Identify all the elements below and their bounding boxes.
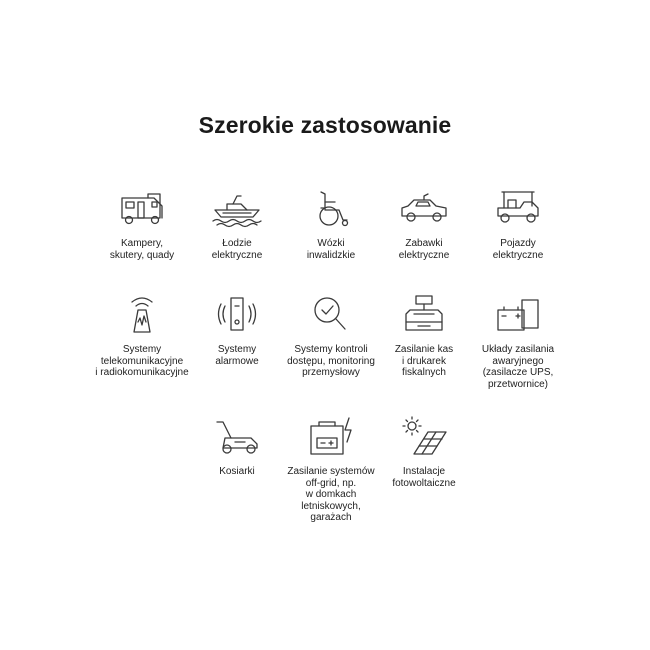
item-label: Zabawki elektryczne	[398, 238, 450, 261]
application-item-ups	[453, 292, 583, 390]
item-label: Wózki inwalidzkie	[306, 238, 356, 261]
toy-car-icon	[398, 186, 450, 230]
application-item-photovoltaics	[359, 414, 489, 489]
solar-panel-icon	[398, 414, 450, 458]
item-label: Układy zasilania awaryjnego (zasilacze UPS, przetwornice)	[481, 344, 555, 390]
off-grid-battery-icon	[305, 414, 357, 458]
antenna-icon	[116, 292, 168, 336]
item-label: Systemy kontroli dostępu, monitoring przemysłowy	[287, 344, 375, 378]
lawn-mower-icon	[211, 414, 263, 458]
wheelchair-icon	[305, 186, 357, 230]
item-label: Systemy alarmowe	[215, 344, 259, 367]
item-label: Zasilanie kas i drukarek fiskalnych	[394, 344, 454, 378]
magnifier-check-icon	[305, 292, 357, 336]
alarm-sensor-icon	[211, 292, 263, 336]
camper-icon	[116, 186, 168, 230]
item-label: Kosiarki	[219, 466, 255, 477]
page-title: Szerokie zastosowanie	[198, 112, 452, 138]
cash-register-icon	[398, 292, 450, 336]
item-label: Łodzie elektryczne	[211, 238, 263, 261]
item-label: Pojazdy elektryczne	[492, 238, 544, 261]
boat-icon	[211, 186, 263, 230]
item-label: Kampery, skutery, quady	[109, 238, 175, 261]
item-label: Systemy telekomunikacyjne i radiokomunikacyjne	[95, 344, 189, 378]
ups-battery-icon	[492, 292, 544, 336]
item-label: Zasilanie systemów off-grid, np. w domkach letniskowych, garażach	[287, 466, 375, 523]
item-label: Instalacje fotowoltaiczne	[392, 466, 456, 489]
application-item-vehicles	[453, 186, 583, 261]
golf-cart-icon	[492, 186, 544, 230]
